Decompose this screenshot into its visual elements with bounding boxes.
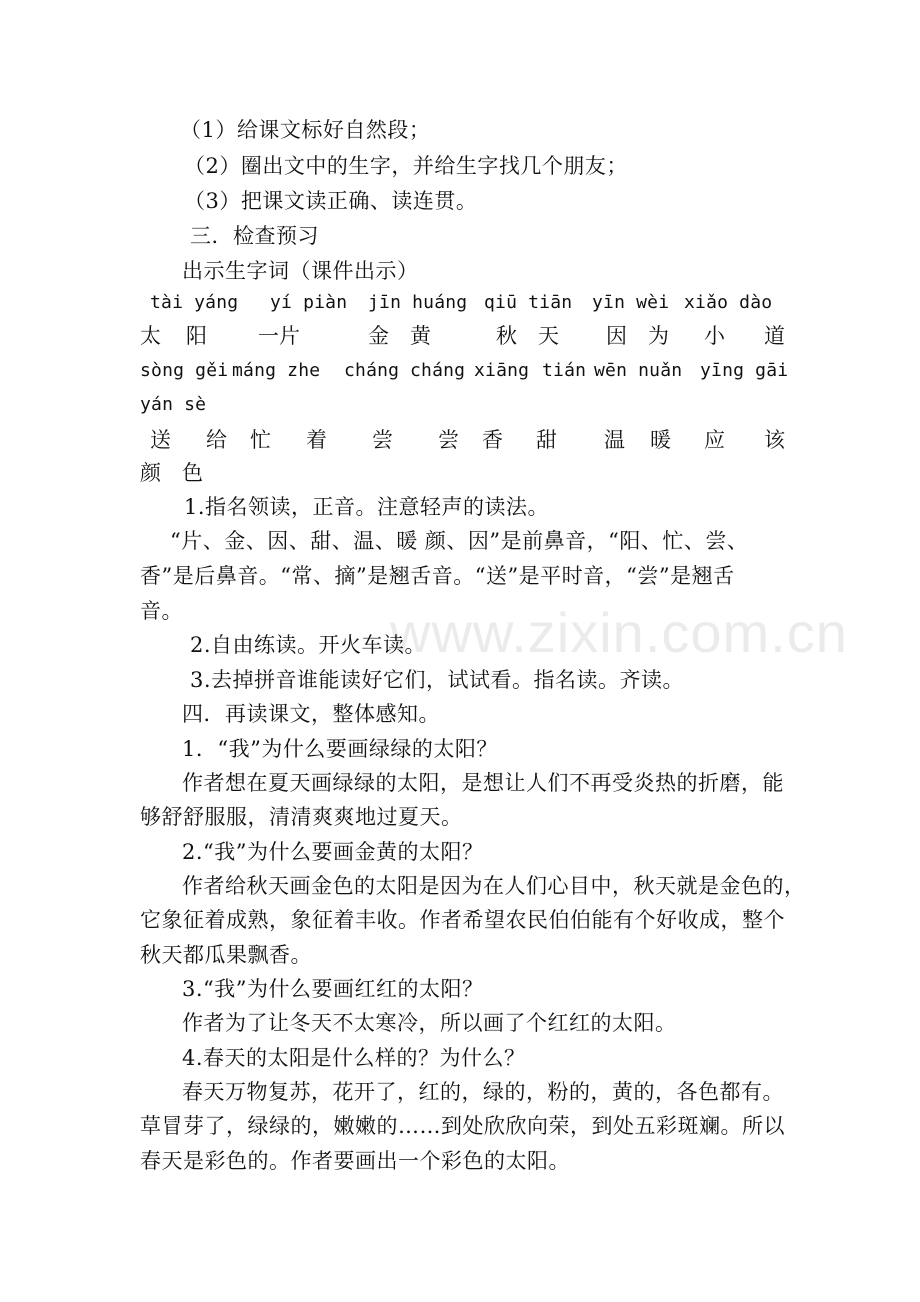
- hanzi-char: 为: [648, 324, 669, 348]
- answer-4: 春天万物复苏，花开了，红的，绿的，粉的，黄的，各色都有。: [182, 1080, 784, 1104]
- answer-1: 够舒舒服服，清清爽爽地过夏天。: [140, 805, 463, 829]
- hanzi-char: 因: [606, 324, 627, 348]
- watermark: www.zixin.com.cn: [390, 601, 848, 664]
- task-item-1: （1）给课文标好自然段；: [180, 118, 431, 142]
- pinyin-word: wēn nuǎn: [594, 360, 683, 381]
- phonetics-note: 音。: [140, 599, 183, 623]
- hanzi-char: 黄: [410, 324, 431, 348]
- hanzi-char: 忙: [250, 428, 271, 452]
- section-heading-4: 四．再读课文，整体感知。: [182, 702, 440, 726]
- hanzi-char: 天: [538, 324, 559, 348]
- answer-2: 它象征着成熟，象征着丰收。作者希望农民伯伯能有个好收成，整个: [140, 908, 785, 932]
- hanzi-char: 阳: [186, 324, 207, 348]
- hanzi-char: 着: [306, 428, 327, 452]
- hanzi-char: 温: [604, 428, 625, 452]
- pinyin-word: yán sè: [140, 394, 207, 415]
- answer-2: 秋天都瓜果飘香。: [140, 943, 312, 967]
- hanzi-char: 香: [482, 428, 503, 452]
- hanzi-char: 金: [368, 324, 389, 348]
- pinyin-row-2-wrap: [140, 390, 800, 420]
- hanzi-char: 送: [150, 428, 171, 452]
- pinyin-word: yīng gāi: [700, 360, 789, 381]
- task-item-3: （3）把课文读正确、读连贯。: [184, 189, 478, 213]
- pinyin-word: tài yáng: [150, 292, 239, 313]
- hanzi-char: 该: [764, 428, 785, 452]
- pinyin-word: yí piàn: [270, 292, 348, 313]
- hanzi-char: 一片: [258, 324, 300, 348]
- question-2: 2.“我”为什么要画金黄的太阳？: [182, 840, 484, 864]
- question-4: 4.春天的太阳是什么样的？为什么？: [182, 1046, 526, 1070]
- answer-1: 作者想在夏天画绿绿的太阳，是想让人们不再受炎热的折磨，能: [182, 771, 784, 795]
- section-heading-3: 三．检查预习: [190, 224, 319, 248]
- answer-2: 作者给秋天画金色的太阳是因为在人们心目中，秋天就是金色的，: [182, 874, 806, 898]
- hanzi-row-2-wrap: [140, 458, 800, 488]
- show-words-line: 出示生字词（课件出示）: [182, 259, 419, 283]
- answer-4: 春天是彩色的。作者要画出一个彩色的太阳。: [140, 1149, 570, 1173]
- pinyin-word: xiāng: [474, 360, 530, 381]
- step-1-lead-reading: 1.指名领读，正音。注意轻声的读法。: [184, 495, 550, 519]
- hanzi-char: 颜 色: [140, 461, 203, 485]
- hanzi-char: 甜: [536, 428, 557, 452]
- pinyin-word: cháng: [344, 360, 400, 381]
- hanzi-row-1: [140, 321, 800, 351]
- hanzi-char: 道: [764, 324, 785, 348]
- question-1: 1．“我”为什么要画绿绿的太阳？: [182, 737, 498, 761]
- pinyin-row-2: [140, 356, 800, 386]
- pinyin-word: sòng gěi: [140, 360, 229, 381]
- phonetics-note: 香”是后鼻音。“常、摘”是翘舌音。“送”是平时音，“尝”是翘舌: [140, 564, 735, 588]
- phonetics-note: “片、金、因、甜、温、暖 颜、因”是前鼻音，“阳、忙、尝、: [170, 529, 749, 553]
- hanzi-char: 尝: [372, 428, 393, 452]
- hanzi-char: 暖: [650, 428, 671, 452]
- hanzi-char: 给: [206, 428, 227, 452]
- pinyin-word: jīn huáng: [368, 292, 468, 313]
- step-3-without-pinyin: 3.去掉拼音谁能读好它们，试试看。指名读。齐读。: [190, 668, 685, 692]
- hanzi-row-2: [140, 425, 800, 455]
- pinyin-word: tián: [542, 360, 587, 381]
- pinyin-word: xiǎo dào: [684, 292, 773, 313]
- pinyin-word: cháng: [410, 360, 466, 381]
- pinyin-word: máng zhe: [232, 360, 321, 381]
- task-item-2: （2）圈出文中的生字，并给生字找几个朋友；: [184, 154, 628, 178]
- answer-3: 作者为了让冬天不太寒冷，所以画了个红红的太阳。: [182, 1011, 677, 1035]
- question-3: 3.“我”为什么要画红红的太阳？: [182, 977, 484, 1001]
- hanzi-char: 秋: [496, 324, 517, 348]
- hanzi-char: 小: [704, 324, 725, 348]
- pinyin-word: qiū tiān: [484, 292, 573, 313]
- hanzi-char: 应: [704, 428, 725, 452]
- hanzi-char: 尝: [438, 428, 459, 452]
- step-2-free-practice: 2.自由练读。开火车读。: [190, 633, 427, 657]
- pinyin-row-1: [140, 288, 800, 318]
- pinyin-word: yīn wèi: [592, 292, 670, 313]
- answer-4: 草冒芽了，绿绿的，嫩嫩的……到处欣欣向荣，到处五彩斑斓。所以: [140, 1114, 785, 1138]
- hanzi-char: 太: [140, 324, 161, 348]
